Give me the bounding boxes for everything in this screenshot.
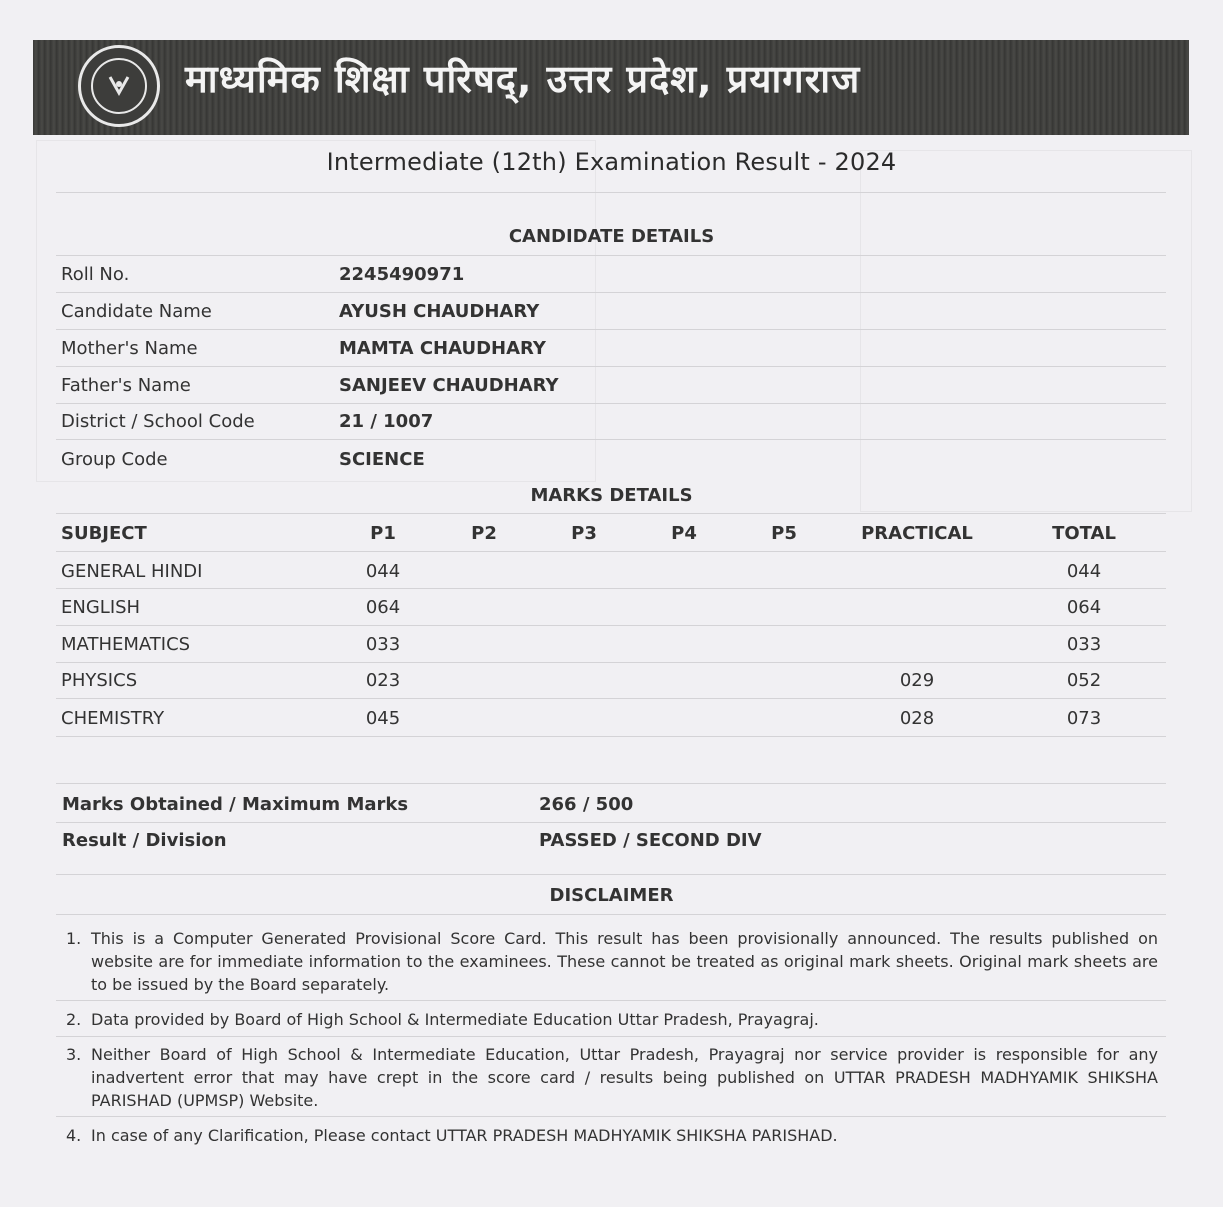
- marks-obtained-label: Marks Obtained / Maximum Marks: [62, 794, 409, 815]
- ghost-box-right: [860, 150, 1192, 512]
- table-row-p1: 045: [365, 708, 401, 729]
- divider: [56, 914, 1166, 915]
- disclaimer-number: 1.: [66, 929, 82, 948]
- divider: [56, 439, 1166, 440]
- school-code-value: 21 / 1007: [339, 411, 434, 432]
- table-row-practical: 029: [899, 670, 935, 691]
- candidate-name-label: Candidate Name: [61, 301, 212, 322]
- result-division-label: Result / Division: [62, 830, 227, 851]
- table-row-subject: CHEMISTRY: [61, 708, 165, 729]
- divider: [56, 403, 1166, 404]
- divider: [56, 292, 1166, 293]
- disclaimer-item: [66, 1043, 1158, 1112]
- col-header-p2: P2: [471, 523, 497, 544]
- divider: [56, 255, 1166, 256]
- board-title: माध्यमिक शिक्षा परिषद्, उत्तर प्रदेश, प्रयागराज: [185, 57, 861, 101]
- table-row-total: 052: [1066, 670, 1102, 691]
- table-row-total: 033: [1066, 634, 1102, 655]
- disclaimer-text: Neither Board of High School & Intermediate Education, Uttar Pradesh, Prayagraj nor service provider is responsible for any inadvertent error that may have crept in the score card / results being published on UTTAR PRADESH MADHYAMIK SHIKSHA PARISHAD (UPMSP) Website.: [91, 1045, 1158, 1110]
- divider: [56, 1000, 1166, 1001]
- col-header-p5: P5: [771, 523, 797, 544]
- divider: [56, 625, 1166, 626]
- table-row-total: 064: [1066, 597, 1102, 618]
- divider: [56, 736, 1166, 737]
- father-name-value: SANJEEV CHAUDHARY: [339, 375, 559, 396]
- page-title: Intermediate (12th) Examination Result - 2024: [326, 148, 897, 176]
- divider: [56, 783, 1166, 784]
- table-row-practical: 028: [899, 708, 935, 729]
- disclaimer-item: [66, 927, 1158, 996]
- divider: [56, 822, 1166, 823]
- col-header-p1: P1: [370, 523, 396, 544]
- divider: [56, 329, 1166, 330]
- table-row-p1: 064: [365, 597, 401, 618]
- divider: [56, 662, 1166, 663]
- table-row-total: 073: [1066, 708, 1102, 729]
- table-row-subject: GENERAL HINDI: [61, 561, 203, 582]
- roll-no-label: Roll No.: [61, 264, 130, 285]
- result-division-value: PASSED / SECOND DIV: [539, 830, 762, 851]
- disclaimer-item: [66, 1124, 1158, 1147]
- table-row-total: 044: [1066, 561, 1102, 582]
- divider: [56, 874, 1166, 875]
- board-emblem-icon: [78, 45, 160, 127]
- divider: [56, 192, 1166, 193]
- divider: [56, 588, 1166, 589]
- marks-obtained-value: 266 / 500: [539, 794, 634, 815]
- disclaimer-number: 4.: [66, 1126, 82, 1145]
- divider: [56, 698, 1166, 699]
- divider: [56, 1036, 1166, 1037]
- candidate-section-title: CANDIDATE DETAILS: [508, 226, 715, 247]
- table-row-subject: MATHEMATICS: [61, 634, 191, 655]
- table-row-subject: PHYSICS: [61, 670, 138, 691]
- disclaimer-title: DISCLAIMER: [549, 885, 674, 906]
- divider: [56, 1116, 1166, 1117]
- disclaimer-item: [66, 1008, 1158, 1031]
- marks-section-title: MARKS DETAILS: [530, 485, 693, 506]
- school-code-label: District / School Code: [61, 411, 255, 432]
- table-row-subject: ENGLISH: [61, 597, 141, 618]
- disclaimer-number: 3.: [66, 1045, 82, 1064]
- table-row-p1: 033: [365, 634, 401, 655]
- col-header-total: TOTAL: [1052, 523, 1116, 544]
- col-header-p4: P4: [671, 523, 697, 544]
- table-row-p1: 023: [365, 670, 401, 691]
- disclaimer-number: 2.: [66, 1010, 82, 1029]
- disclaimer-text: This is a Computer Generated Provisional Score Card. This result has been provisionally announced. The results published on website are for immediate information to the examinees. These cannot be treated as original mark sheets. Original mark sheets are to be issued by the Board separately.: [91, 929, 1158, 994]
- candidate-name-value: AYUSH CHAUDHARY: [339, 301, 540, 322]
- divider: [56, 366, 1166, 367]
- col-header-p3: P3: [571, 523, 597, 544]
- emblem-inner-icon: [91, 58, 147, 114]
- group-code-label: Group Code: [61, 449, 168, 470]
- disclaimer-text: Data provided by Board of High School & Intermediate Education Uttar Pradesh, Prayagraj.: [91, 1010, 819, 1029]
- mother-name-label: Mother's Name: [61, 338, 198, 359]
- bow-fish-icon: [104, 71, 134, 101]
- disclaimer-text: In case of any Clarification, Please contact UTTAR PRADESH MADHYAMIK SHIKSHA PARISHAD.: [91, 1126, 838, 1145]
- roll-no-value: 2245490971: [339, 264, 465, 285]
- mother-name-value: MAMTA CHAUDHARY: [339, 338, 546, 359]
- group-code-value: SCIENCE: [339, 449, 425, 470]
- col-header-subject: SUBJECT: [61, 523, 147, 544]
- divider: [56, 551, 1166, 552]
- divider: [56, 513, 1166, 514]
- table-row-p1: 044: [365, 561, 401, 582]
- col-header-practical: PRACTICAL: [861, 523, 973, 544]
- father-name-label: Father's Name: [61, 375, 191, 396]
